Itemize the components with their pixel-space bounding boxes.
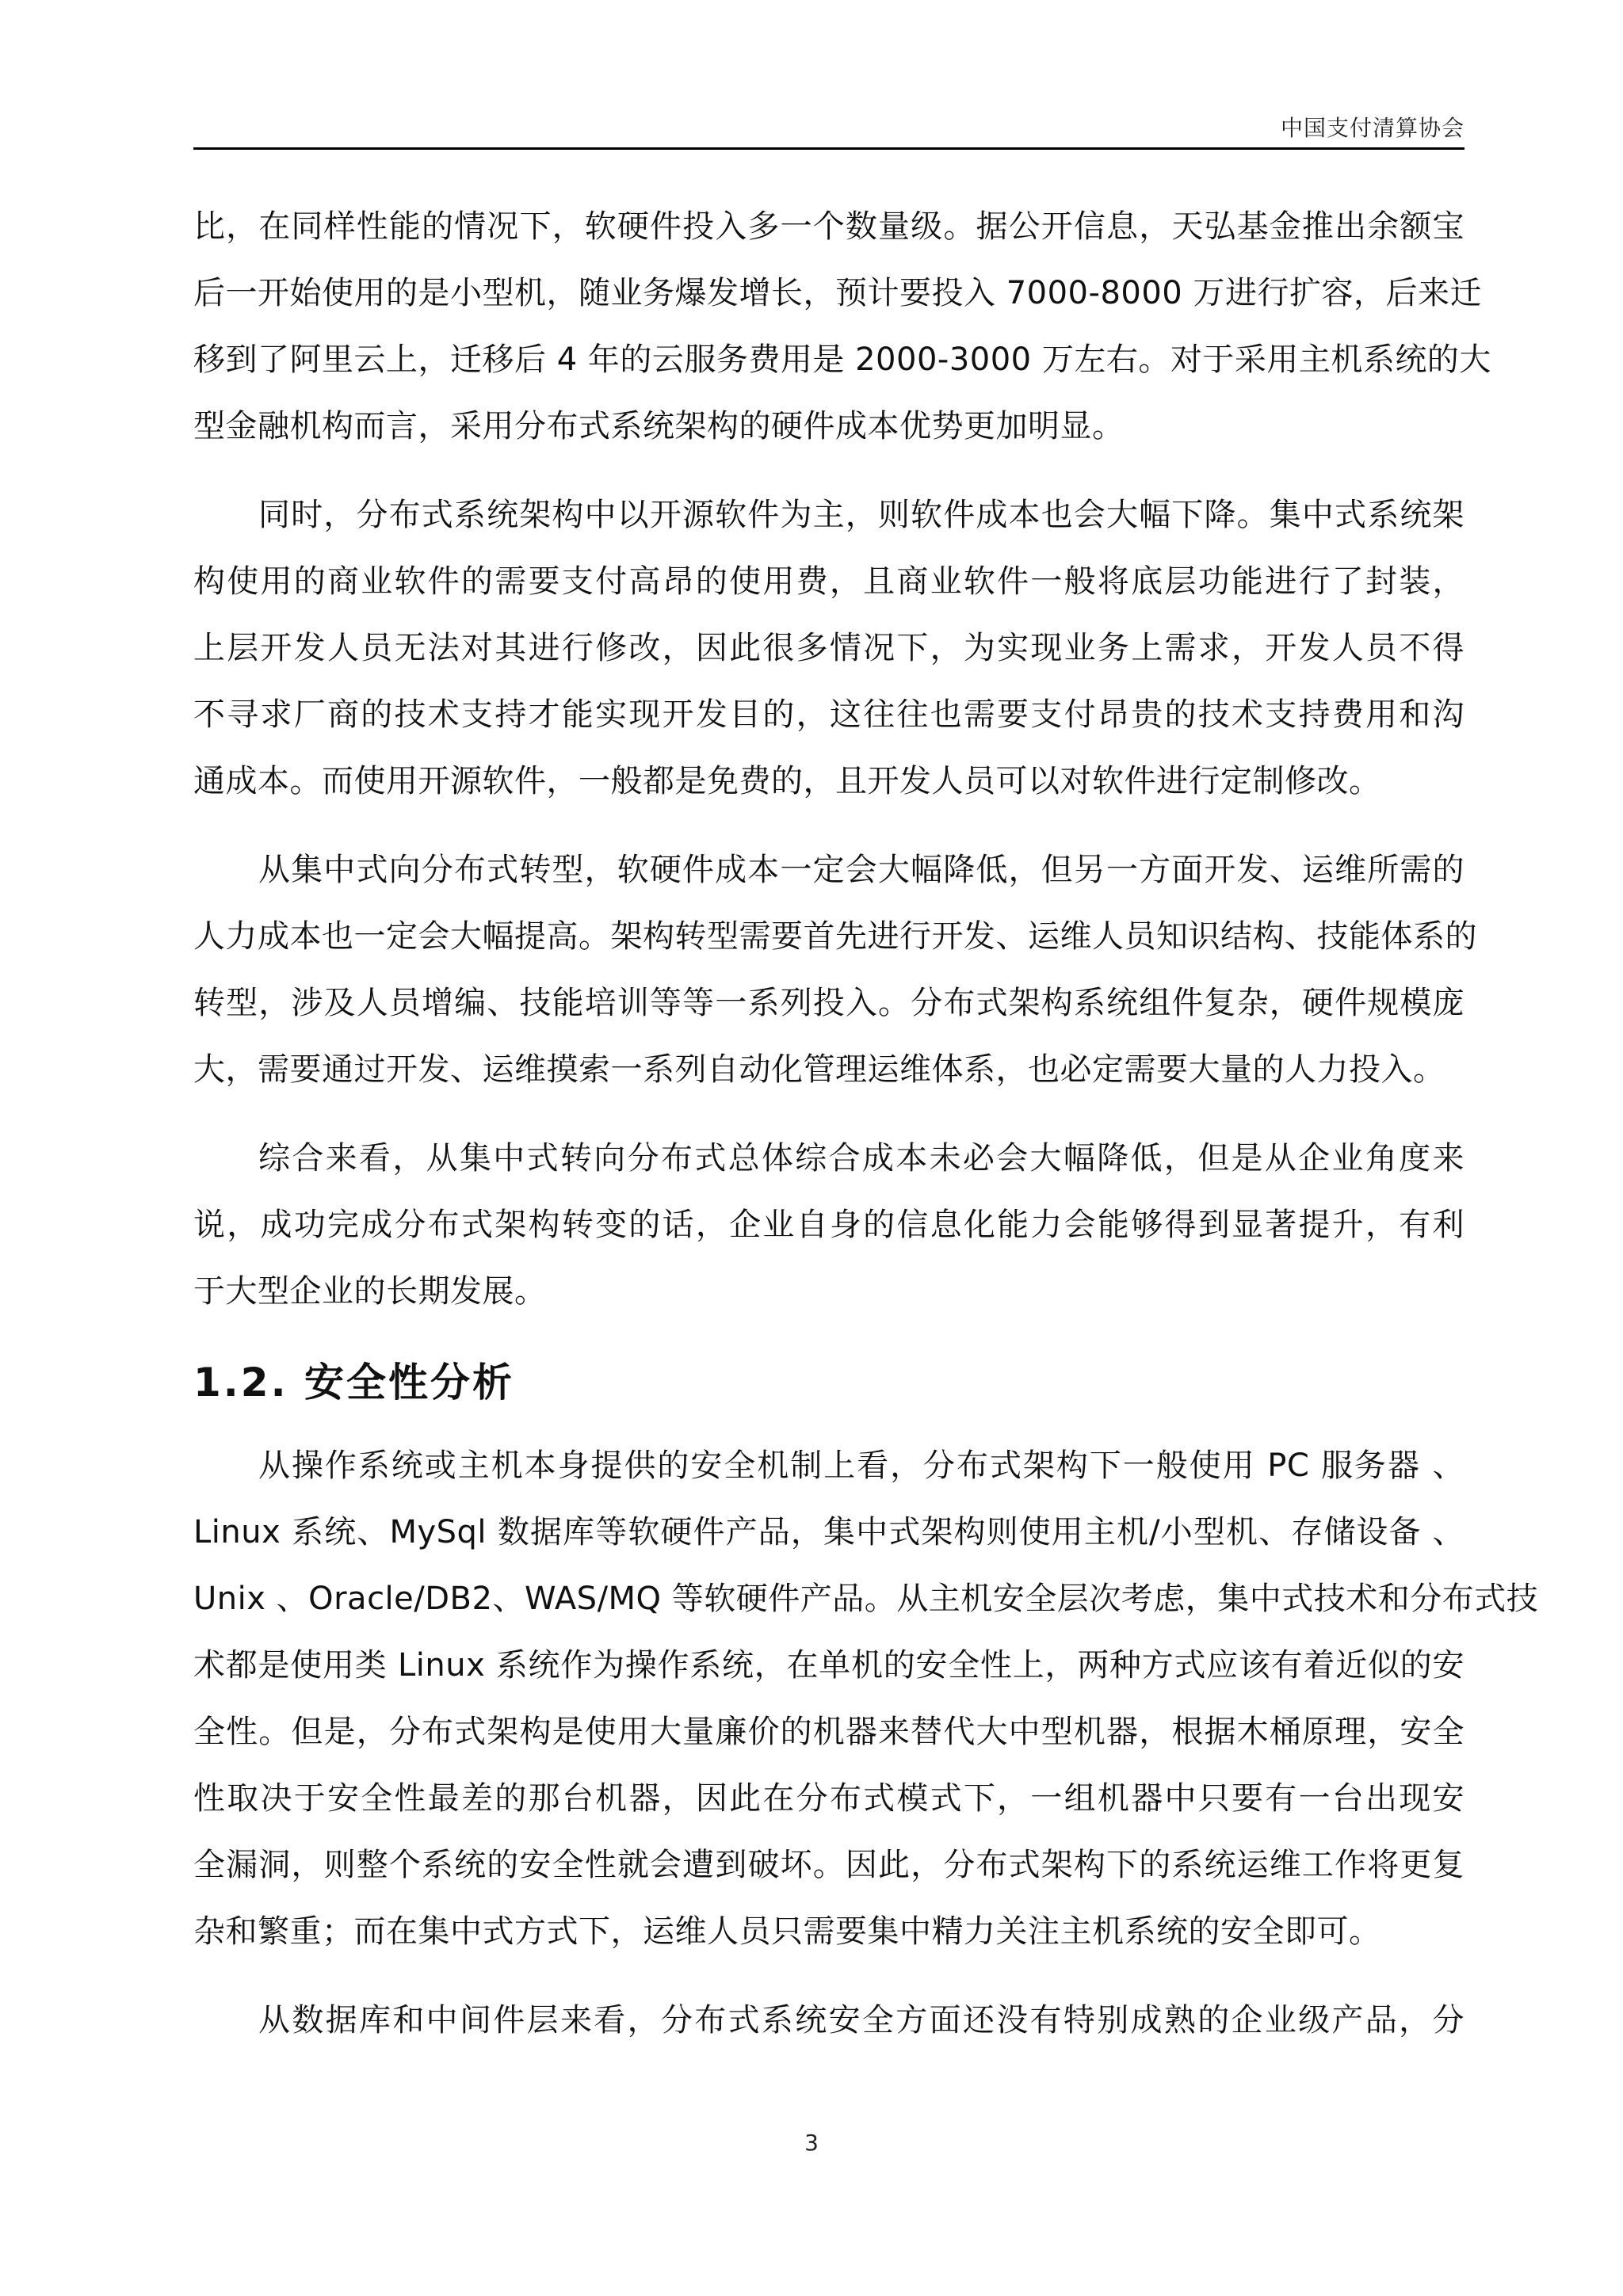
paragraph: [193, 1125, 1465, 1325]
text-line: 综合来看，从集中式转向分布式总体综合成本未必会大幅降低，但是从企业角度来: [258, 1140, 1465, 1177]
text-line: 转型，涉及人员增编、技能培训等等一系列投入。分布式架构系统组件复杂，硬件规模庞: [193, 985, 1465, 1021]
text-line: 大，需要通过开发、运维摸索一系列自动化管理运维体系，也必定需要大量的人力投入。: [193, 1051, 1445, 1088]
text-line: 通成本。而使用开源软件，一般都是免费的，且开发人员可以对软件进行定制修改。: [193, 763, 1381, 799]
text-line: 比，在同样性能的情况下，软硬件投入多一个数量级。据公开信息，天弘基金推出余额宝: [193, 208, 1465, 245]
text-line: 性取决于安全性最差的那台机器，因此在分布式模式下，一组机器中只要有一台出现安: [193, 1780, 1465, 1817]
text-line: Linux 系统、MySql 数据库等软硬件产品，集中式架构则使用主机/小型机、存储设备 、: [193, 1514, 1465, 1550]
text-line: 上层开发人员无法对其进行修改，因此很多情况下，为实现业务上需求，开发人员不得: [193, 630, 1465, 666]
text-line: 从操作系统或主机本身提供的安全机制上看，分布式架构下一般使用 PC 服务器 、: [258, 1447, 1465, 1484]
page-number: 3: [804, 2130, 819, 2156]
section-heading: 1.2. 安全性分析: [193, 1360, 514, 1405]
paragraph: [193, 1987, 1465, 2054]
paragraph-spacing: [193, 460, 1465, 482]
text-line: 人力成本也一定会大幅提高。架构转型需要首先进行开发、运维人员知识结构、技能体系的: [193, 918, 1477, 955]
paragraph: [193, 1432, 1539, 1965]
paragraph-spacing: [193, 1103, 1465, 1125]
text-line: Unix 、Oracle/DB2、WAS/MQ 等软硬件产品。从主机安全层次考虑，集中式技术和分布式技: [193, 1581, 1539, 1617]
text-line: 构使用的商业软件的需要支付高昂的使用费，且商业软件一般将底层功能进行了封装，: [193, 563, 1465, 600]
text-line: 同时，分布式系统架构中以开源软件为主，则软件成本也会大幅下降。集中式系统架: [258, 497, 1465, 533]
page-body: [193, 193, 1539, 2054]
text-line: 于大型企业的长期发展。: [193, 1273, 547, 1310]
header-organization: 中国支付清算协会: [1280, 115, 1465, 141]
paragraph: [193, 837, 1477, 1103]
text-line: 全漏洞，则整个系统的安全性就会遭到破坏。因此，分布式架构下的系统运维工作将更复: [193, 1847, 1465, 1883]
text-line: 杂和繁重；而在集中式方式下，运维人员只需要集中精力关注主机系统的安全即可。: [193, 1913, 1381, 1950]
text-line: 从数据库和中间件层来看，分布式系统安全方面还没有特别成熟的企业级产品，分: [258, 2002, 1465, 2039]
text-line: 移到了阿里云上，迁移后 4 年的云服务费用是 2000-3000 万左右。对于采用主机系统的大: [193, 341, 1491, 378]
text-line: 不寻求厂商的技术支持才能实现开发目的，这往往也需要支付昂贵的技术支持费用和沟: [193, 696, 1465, 733]
paragraph: [193, 193, 1491, 460]
text-line: 术都是使用类 Linux 系统作为操作系统，在单机的安全性上，两种方式应该有着近似的安: [193, 1647, 1465, 1684]
text-line: 后一开始使用的是小型机，随业务爆发增长，预计要投入 7000-8000 万进行扩容，后来迁: [193, 275, 1482, 311]
text-line: 从集中式向分布式转型，软硬件成本一定会大幅降低，但另一方面开发、运维所需的: [258, 852, 1465, 888]
header-divider: [193, 147, 1465, 150]
paragraph: [193, 482, 1465, 814]
text-line: 全性。但是，分布式架构是使用大量廉价的机器来替代大中型机器，根据木桶原理，安全: [193, 1714, 1465, 1750]
text-line: 说，成功完成分布式架构转变的话，企业自身的信息化能力会能够得到显著提升，有利: [193, 1207, 1465, 1243]
paragraph-spacing: [193, 814, 1465, 837]
text-line: 型金融机构而言，采用分布式系统架构的硬件成本优势更加明显。: [193, 408, 1125, 444]
paragraph-spacing: [193, 1965, 1465, 1987]
